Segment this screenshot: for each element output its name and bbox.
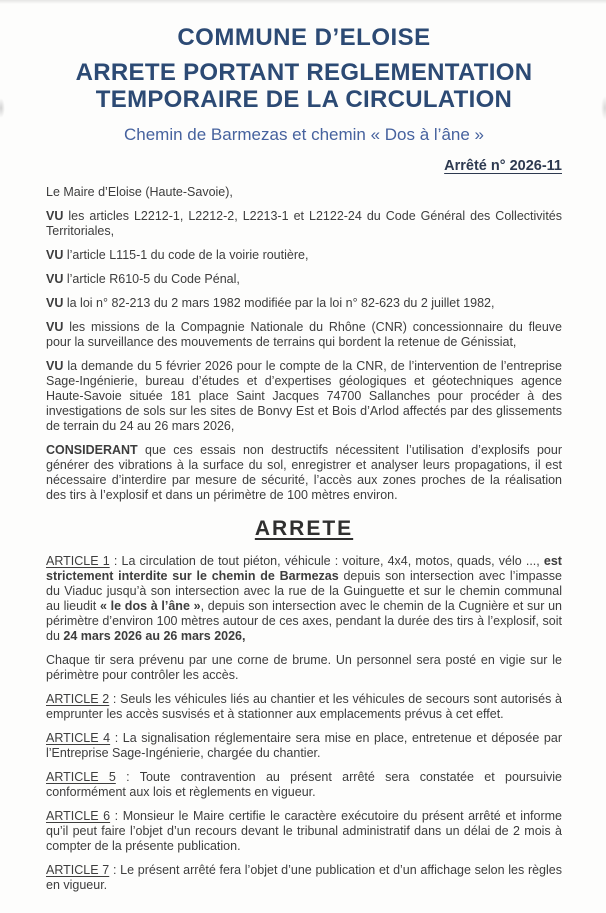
vu-paragraph-cnr-missions: VU les missions de la Compagnie Nationale du Rhône (CNR) concessionnaire du fleuve pour la surveillance des mouvements de terrains qui bordent la retenue de Génissiat, (46, 319, 562, 349)
vu-paragraph-articles-cgct: VU les articles L2212-1, L2212-2, L2213-1 et L2122-24 du Code Général des Collectivités Territoriales, (46, 208, 562, 238)
mayor-line: Le Maire d’Eloise (Haute-Savoie), (46, 184, 233, 199)
article-2: ARTICLE 2 : Seuls les véhicules liés au chantier et les véhicules de secours sont autorisés à emprunter les accès susvisés et à stationner aux emplacements prévus à cet effet. (46, 691, 562, 721)
document-title: ARRETE PORTANT REGLEMENTATION TEMPORAIRE DE LA CIRCULATION (75, 59, 533, 114)
article-6: ARTICLE 6 : Monsieur le Maire certifie le caractère exécutoire du présent arrêté et informe qu’il peut faire l’objet d’un recours devant le tribunal administratif dans un délai de 2 mois à compter de la présente publication. (46, 808, 562, 853)
article-5: ARTICLE 5 : Toute contravention au présent arrêté sera constatée et poursuivie conformément aux lois et règlements en vigueur. (46, 769, 562, 799)
article-1: ARTICLE 1 : La circulation de tout piéton, véhicule : voiture, 4x4, motos, quads, vélo ..., est strictement interdite sur le chemin de Barmezas depuis son intersection avec l’impasse du Viaduc jusqu’à son intersection avec la rue de la Guinguette et sur le chemin communal au lieudit « le dos à l’âne », depuis son intersection avec le chemin de la Cugnière et sur un périmètre d’environ 100 mètres autour de ces axes, pendant la durée des tirs à l’explosif, soit du 24 mars 2026 au 26 mars 2026, (46, 553, 562, 643)
article-4: ARTICLE 4 : La signalisation réglementaire sera mise en place, entretenue et déposée par l’Entreprise Sage-Ingénierie, chargée du chantier. (46, 730, 562, 760)
commune-title: COMMUNE D’ELOISE (177, 24, 431, 51)
arrete-heading: ARRETE (254, 516, 354, 540)
preamble-section (46, 185, 562, 503)
document-header (46, 24, 562, 174)
vu-paragraph-loi-1982: VU la loi n° 82-213 du 2 mars 1982 modifiée par la loi n° 82-623 du 2 juillet 1982, (46, 295, 495, 310)
vu-paragraph-code-penal: VU l’article R610-5 du Code Pénal, (46, 271, 240, 286)
document-subtitle: Chemin de Barmezas et chemin « Dos à l’âne » (123, 124, 484, 144)
article-1-note: Chaque tir sera prévenu par une corne de brume. Un personnel sera posté en vigie sur le périmètre pour contrôler les accès. (46, 652, 562, 682)
vu-paragraph-voirie: VU l’article L115-1 du code de la voirie routière, (46, 247, 309, 262)
decree-number: Arrêté n° 2026-11 (444, 157, 562, 174)
vu-paragraph-demande: VU la demande du 5 février 2026 pour le compte de la CNR, de l’intervention de l’entreprise Sage-Ingénierie, bureau d’études et d’expertises géologiques et géotechniques agence Haute-Savoie située 181 place Saint Jacques 74700 Sallanches pour procéder à des investigations de sols sur les sites de Bonvy Est et Bois d’Arlod affectés par des glissements de terrain du 24 au 26 mars 2026, (46, 358, 562, 433)
article-7: ARTICLE 7 : Le présent arrêté fera l’objet d’une publication et d’un affichage selon les règles en vigueur. (46, 862, 562, 892)
articles-section (46, 554, 562, 893)
considerant-paragraph: CONSIDERANT que ces essais non destructifs nécessitent l’utilisation d’explosifs pour générer des vibrations à la surface du sol, enregistrer et analyser leurs propagations, il est nécessaire d’interdire par mesure de sécurité, l’accès aux zones proches de la réalisation des tirs à l’explosif et dans un périmètre de 100 mètres environ. (46, 442, 562, 502)
